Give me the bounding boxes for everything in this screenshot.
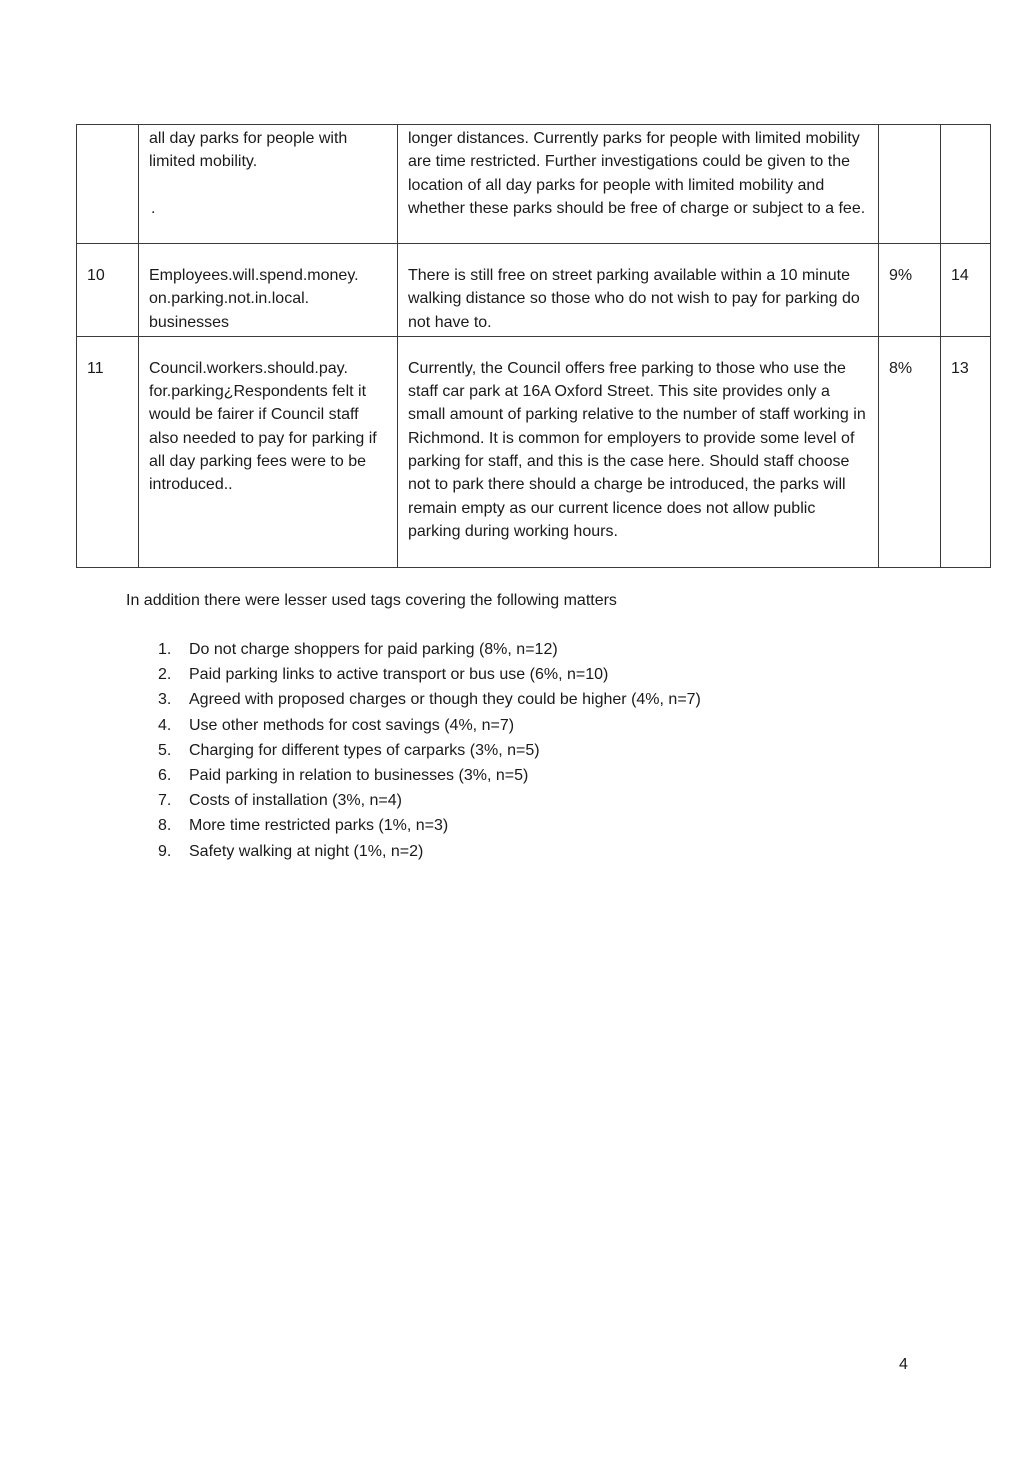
list-text: Charging for different types of carparks (3%, n=5) <box>189 741 540 759</box>
list-number: 5. <box>158 741 172 759</box>
theme-cell: Council.workers.should.pay. for.parking¿Respondents felt it would be fairer if Council staff also needed to pay for parking if all day parking fees were to be introduced.. <box>139 336 398 567</box>
list-item <box>158 738 701 763</box>
list-number: 8. <box>158 817 172 835</box>
row-number: 10 <box>77 244 139 337</box>
list-number: 1. <box>158 641 172 658</box>
response-cell: There is still free on street parking available within a 10 minute walking distance so those who do not wish to pay for parking do not have to. <box>398 244 879 337</box>
percent-cell: 9% <box>879 244 941 337</box>
row-number <box>77 125 139 244</box>
count-cell: 13 <box>941 336 991 567</box>
list-text: Agreed with proposed charges or though they could be higher (4%, n=7) <box>189 691 701 709</box>
list-text: Costs of installation (3%, n=4) <box>189 792 402 810</box>
lesser-tags-intro: In addition there were lesser used tags covering the following matters <box>126 592 617 609</box>
theme-text: all day parks for people with limited mobility. <box>149 130 348 171</box>
list-number: 3. <box>158 691 172 709</box>
table-row <box>77 336 991 567</box>
row-number: 11 <box>77 336 139 567</box>
list-item <box>158 788 701 813</box>
table-row <box>77 244 991 337</box>
table-row <box>77 125 991 244</box>
list-number: 7. <box>158 792 172 810</box>
percent-cell: 8% <box>879 336 941 567</box>
list-item <box>158 713 701 738</box>
list-item <box>158 763 701 788</box>
list-number: 6. <box>158 766 172 784</box>
list-item <box>158 687 701 712</box>
percent-cell <box>879 125 941 244</box>
theme-cell: Employees.will.spend.money. on.parking.not.in.local. businesses <box>139 244 398 337</box>
list-number: 4. <box>158 716 172 734</box>
list-text: Paid parking links to active transport or bus use (6%, n=10) <box>189 666 609 684</box>
response-cell: Currently, the Council offers free parking to those who use the staff car park at 16A Oxford Street. This site provides only a small amount of parking relative to the number of staff working in Richmond. It is common for employers to provide some level of parking for staff, and this is the case here. Should staff choose not to park there should a charge be introduced, the parks will remain empty as our current licence does not allow public parking during working hours. <box>398 336 879 567</box>
list-text: Use other methods for cost savings (4%, n=7) <box>189 716 515 734</box>
theme-extra: . <box>151 199 156 217</box>
list-number: 2. <box>158 666 172 684</box>
list-text: Safety walking at night (1%, n=2) <box>189 842 424 860</box>
count-cell <box>941 125 991 244</box>
list-text: More time restricted parks (1%, n=3) <box>189 817 449 835</box>
list-item <box>158 662 701 687</box>
theme-cell <box>139 125 398 244</box>
list-item <box>158 637 701 662</box>
list-item <box>158 839 701 864</box>
lesser-tags-list <box>158 637 701 864</box>
response-cell: longer distances. Currently parks for people with limited mobility are time restricted. Further investigations could be given to the location of all day parks for people with limited mobility and whether these parks should be free of charge or subject to a fee. <box>398 125 879 244</box>
count-cell: 14 <box>941 244 991 337</box>
feedback-table <box>76 124 991 568</box>
list-number: 9. <box>158 842 172 860</box>
list-text: Paid parking in relation to businesses (3%, n=5) <box>189 766 529 784</box>
list-text: Do not charge shoppers for paid parking (8%, n=12) <box>189 641 558 658</box>
page-number: 4 <box>899 1356 908 1373</box>
list-item <box>158 813 701 838</box>
